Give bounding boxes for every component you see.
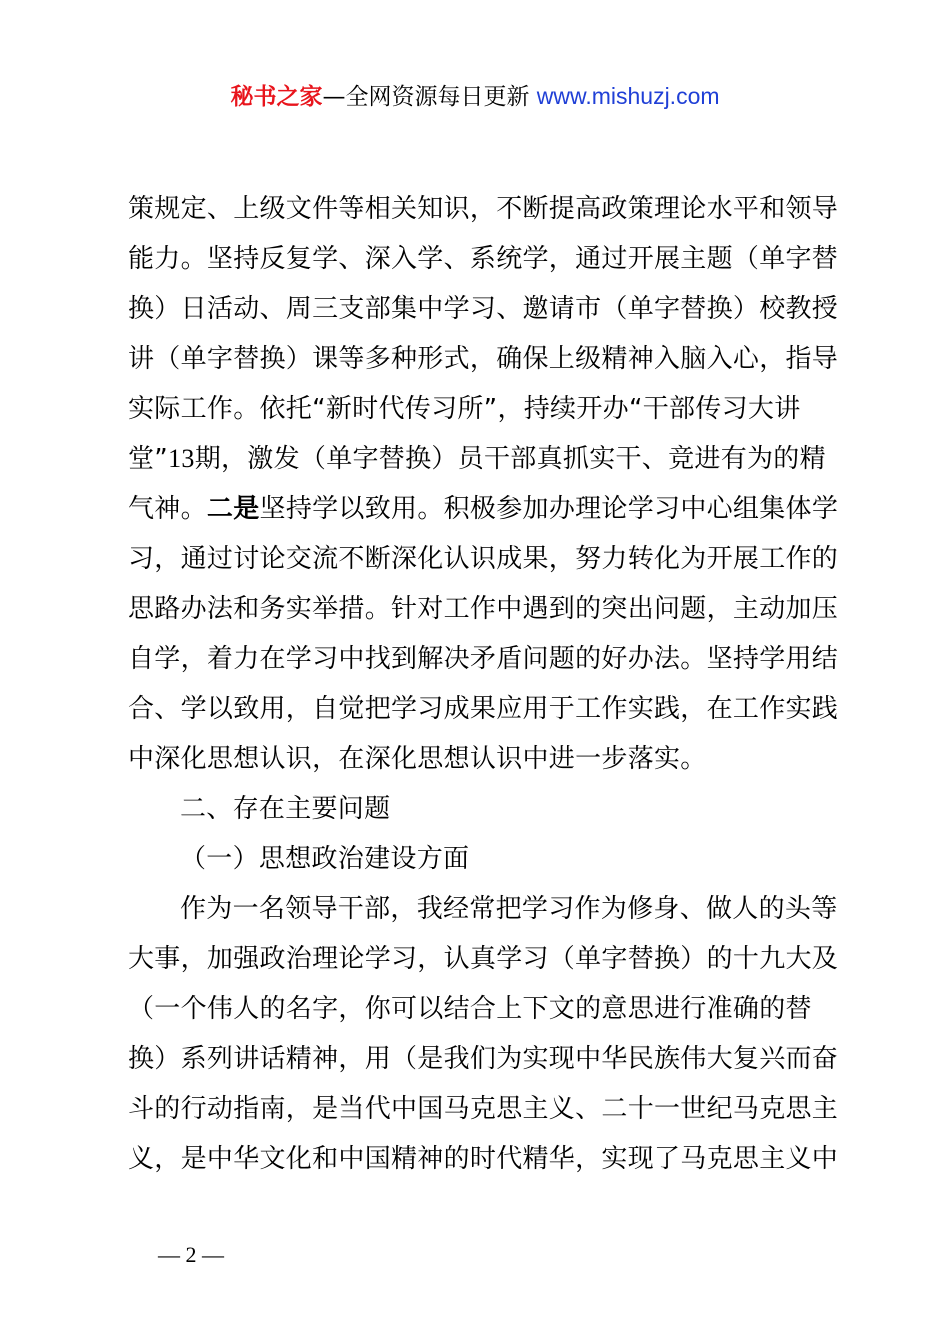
site-url-link[interactable]: www.mishuzj.com (536, 83, 720, 109)
text-segment: 期，激发（单字替换）员干部真抓实干、竞进有为的精 (194, 444, 826, 474)
text-segment: 堂” (128, 444, 169, 474)
text-segment: 坚持学以致用。积极参加办理论学习中心组集体学 (259, 494, 839, 524)
text-line (128, 434, 836, 484)
text-line: 实际工作。依托“新时代传习所”，持续开办“干部传习大讲 (128, 394, 801, 424)
brand-name: 秘书之家 (230, 84, 323, 110)
point-marker: 二是 (206, 494, 260, 524)
header-tagline: —全网资源每日更新 (322, 84, 530, 110)
text-line: 大事，加强政治理论学习，认真学习（单字替换）的十九大及 (128, 944, 839, 974)
text-line: 中深化思想认识，在深化思想认识中进一步落实。 (128, 744, 707, 774)
text-line: 义，是中华文化和中国精神的时代精华，实现了马克思主义中 (128, 1144, 839, 1174)
text-line: 换）系列讲话精神，用（是我们为实现中华民族伟大复兴而奋 (128, 1044, 839, 1074)
text-line: 策规定、上级文件等相关知识，不断提高政策理论水平和领导 (128, 194, 839, 224)
text-line: 习，通过讨论交流不断深化认识成果，努力转化为开展工作的 (128, 544, 839, 574)
text-line: （一个伟人的名字，你可以结合上下文的意思进行准确的替 (128, 994, 812, 1024)
text-line: 思路办法和务实举措。针对工作中遇到的突出问题，主动加压 (128, 594, 839, 624)
text-line: 自学，着力在学习中找到解决矛盾问题的好办法。坚持学用结 (128, 644, 839, 674)
text-line (128, 484, 839, 534)
text-line: 合、学以致用，自觉把学习成果应用于工作实践，在工作实践 (128, 694, 839, 724)
text-line: 作为一名领导干部，我经常把学习作为修身、做人的头等 (180, 894, 838, 924)
text-line: 换）日活动、周三支部集中学习、邀请市（单字替换）校教授 (128, 294, 839, 324)
text-line: 能力。坚持反复学、深入学、系统学，通过开展主题（单字替 (128, 244, 839, 274)
page-number: — 2 — (158, 1242, 224, 1267)
issue-count: 13 (168, 444, 195, 473)
text-line: 讲（单字替换）课等多种形式，确保上级精神入脑入心，指导 (128, 344, 839, 374)
document-body (128, 184, 839, 1184)
subsection-heading: （一）思想政治建设方面 (180, 844, 470, 874)
site-header (0, 80, 950, 113)
section-heading: 二、存在主要问题 (180, 794, 391, 824)
text-segment: 气神。 (128, 494, 207, 524)
text-line: 斗的行动指南，是当代中国马克思主义、二十一世纪马克思主 (128, 1094, 839, 1124)
